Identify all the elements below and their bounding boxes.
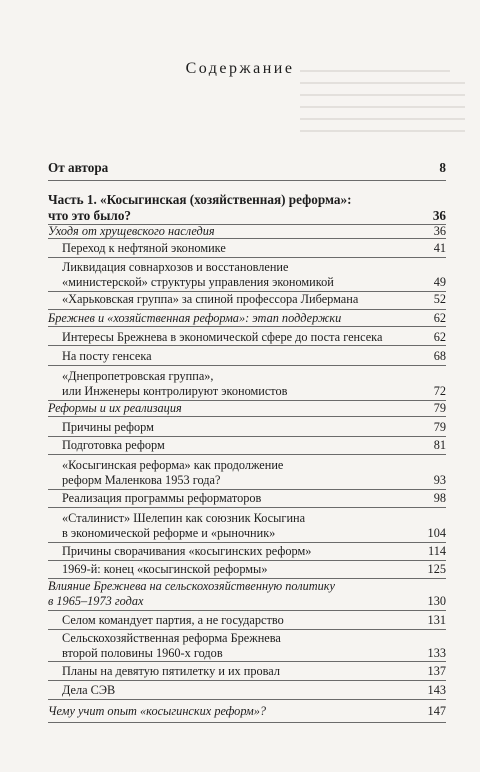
divider [48, 309, 446, 310]
toc-entry[interactable] [62, 511, 446, 541]
divider [48, 436, 446, 437]
divider [48, 629, 446, 630]
toc-entry[interactable] [62, 491, 446, 506]
divider [48, 365, 446, 366]
page-number: 52 [433, 292, 446, 306]
page-number: 130 [427, 594, 446, 608]
divider [48, 454, 446, 455]
divider [48, 722, 446, 723]
divider [48, 680, 446, 681]
page-number: 81 [433, 438, 446, 452]
page-number: 41 [433, 241, 446, 255]
page-number: 36 [433, 224, 446, 238]
divider [48, 560, 446, 561]
entry-title: Подготовка реформ [62, 438, 165, 452]
divider [48, 326, 446, 327]
toc-entry[interactable] [62, 369, 446, 399]
page-number: 125 [427, 562, 446, 576]
toc-entry[interactable] [48, 311, 446, 326]
divider [48, 542, 446, 543]
toc-entry[interactable] [48, 224, 446, 239]
page-number: 79 [433, 401, 446, 415]
bleed-through [300, 94, 465, 96]
toc-entry[interactable] [48, 704, 446, 719]
toc-entry[interactable] [62, 292, 446, 307]
entry-title: «Харьковская группа» за спиной профессора Либермана [62, 292, 359, 306]
entry-title: Причины сворачивания «косыгинских реформ» [62, 544, 312, 558]
page-number: 62 [433, 311, 446, 325]
divider [48, 180, 446, 181]
page-number: 98 [433, 491, 446, 505]
entry-title: Ликвидация совнархозов и восстановление «министерской» структуры управления экономикой [62, 260, 334, 289]
page-number: 72 [433, 384, 446, 398]
divider [48, 699, 446, 700]
entry-title: Часть 1. «Косыгинская (хозяйственная) реформа»: что это было? [48, 192, 352, 223]
divider [48, 610, 446, 611]
entry-title: Влияние Брежнева на сельскохозяйственную политику в 1965–1973 годах [48, 579, 335, 608]
entry-title: Реализация программы реформаторов [62, 491, 262, 505]
page-title: Содержание [185, 60, 295, 77]
toc-entry[interactable] [62, 241, 446, 256]
entry-title: Дела СЭВ [62, 683, 116, 697]
entry-title: От автора [48, 160, 109, 175]
divider [48, 257, 446, 258]
bleed-through [300, 130, 465, 132]
toc-entry[interactable] [62, 683, 446, 698]
divider [48, 416, 446, 417]
divider [48, 507, 446, 508]
page-number: 104 [427, 526, 446, 540]
entry-title: Интересы Брежнева в экономической сфере до поста генсека [62, 330, 383, 344]
page-number: 137 [427, 664, 446, 678]
entry-title: Уходя от хрущевского наследия [48, 224, 215, 238]
page-number: 49 [433, 275, 446, 289]
entry-title: Причины реформ [62, 420, 154, 434]
divider [48, 661, 446, 662]
toc-entry[interactable] [62, 420, 446, 435]
toc-entry[interactable] [62, 544, 446, 559]
divider [48, 489, 446, 490]
page-number: 131 [427, 613, 446, 627]
bleed-through [300, 106, 465, 108]
toc-entry[interactable] [62, 664, 446, 679]
toc-entry[interactable] [62, 438, 446, 453]
bleed-through [300, 118, 465, 120]
entry-title: Сельскохозяйственная реформа Брежнева второй половины 1960-х годов [62, 631, 281, 660]
divider [48, 345, 446, 346]
page-number: 133 [427, 646, 446, 660]
bleed-through [300, 82, 465, 84]
page-number: 143 [427, 683, 446, 697]
toc-entry[interactable] [48, 192, 446, 224]
entry-title: Реформы и их реализация [48, 401, 182, 415]
divider [48, 238, 446, 239]
entry-title: На посту генсека [62, 349, 152, 363]
entry-title: Планы на девятую пятилетку и их провал [62, 664, 281, 678]
toc-entry[interactable] [62, 260, 446, 290]
toc-entry[interactable] [48, 160, 446, 176]
page-number: 93 [433, 473, 446, 487]
page-number: 8 [439, 160, 446, 175]
page-number: 62 [433, 330, 446, 344]
page-number: 79 [433, 420, 446, 434]
page-number: 36 [432, 208, 446, 223]
toc-entry[interactable] [48, 579, 446, 609]
entry-title: 1969-й: конец «косыгинской реформы» [62, 562, 268, 576]
entry-title: Переход к нефтяной экономике [62, 241, 226, 255]
toc-entry[interactable] [48, 401, 446, 416]
page-number: 114 [428, 544, 446, 558]
entry-title: Селом командует партия, а не государство [62, 613, 284, 627]
toc-entry[interactable] [62, 631, 446, 661]
entry-title: Брежнев и «хозяйственная реформа»: этап поддержки [48, 311, 342, 325]
toc-entry[interactable] [62, 330, 446, 345]
entry-title: «Сталинист» Шелепин как союзник Косыгина в экономической реформе и «рыночник» [62, 511, 306, 540]
toc-entry[interactable] [62, 613, 446, 628]
entry-title: «Днепропетровская группа», или Инженеры контролируют экономистов [62, 369, 288, 398]
page-number: 147 [427, 704, 446, 718]
entry-title: «Косыгинская реформа» как продолжение реформ Маленкова 1953 года? [62, 458, 284, 487]
toc-entry[interactable] [62, 349, 446, 364]
toc-entry[interactable] [62, 562, 446, 577]
toc-entry[interactable] [62, 458, 446, 488]
entry-title: Чему учит опыт «косыгинских реформ»? [48, 704, 267, 718]
page-number: 68 [433, 349, 446, 363]
